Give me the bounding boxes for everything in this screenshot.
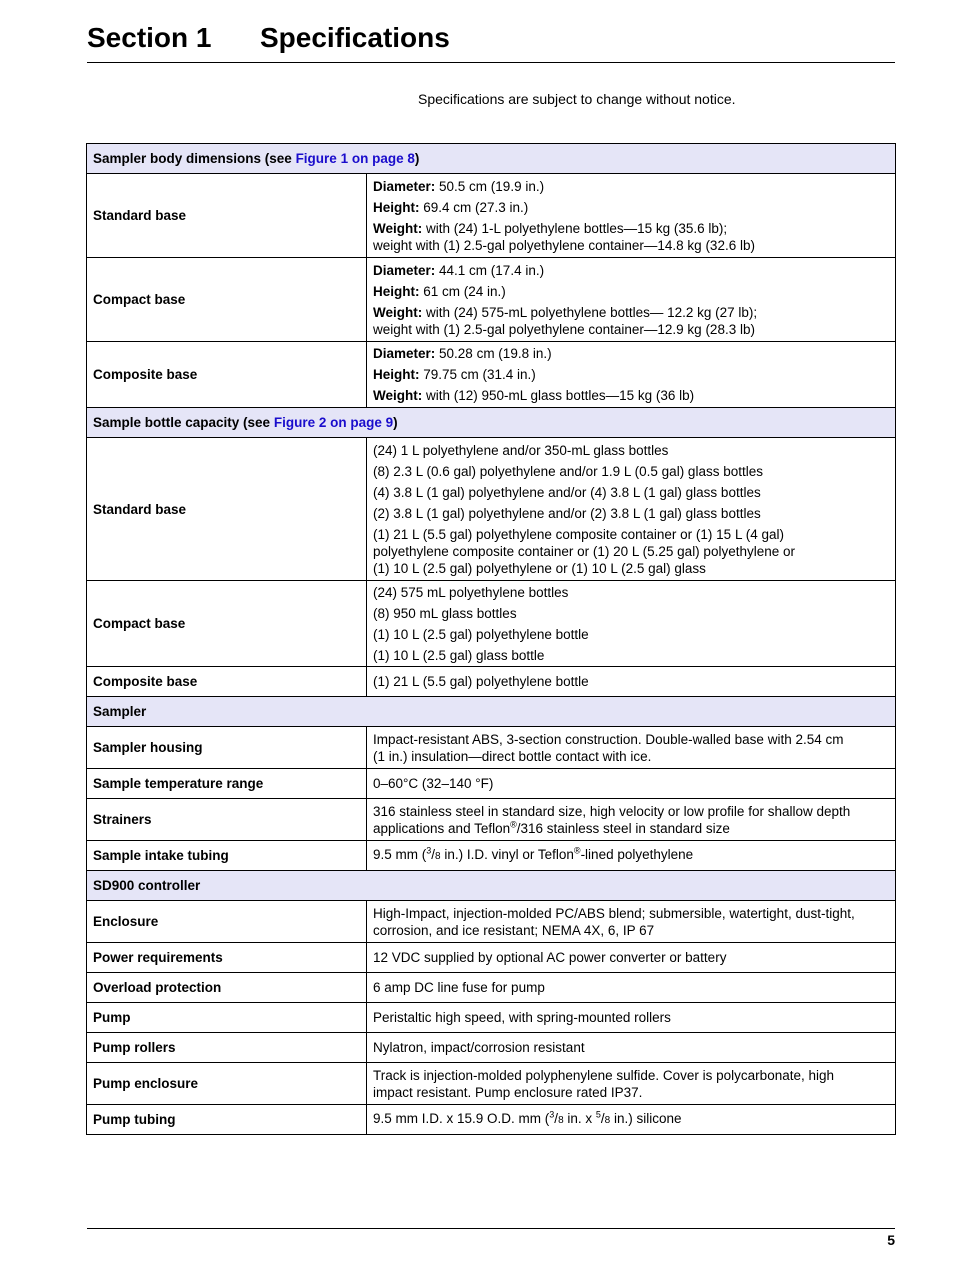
row-label: Pump enclosure [87, 1063, 367, 1105]
row-label: Pump tubing [87, 1105, 367, 1135]
table-row [87, 901, 896, 943]
group-header-sampler: Sampler [87, 697, 896, 727]
row-label: Strainers [87, 799, 367, 841]
row-value: Impact-resistant ABS, 3-section construction. Double-walled base with 2.54 cm (1 in.) insulation—direct bottle contact with ice. [367, 727, 896, 769]
table-row [87, 258, 896, 342]
row-label: Compact base [87, 581, 367, 667]
table-row [87, 342, 896, 408]
row-value: Nylatron, impact/corrosion resistant [367, 1033, 896, 1063]
row-value: 6 amp DC line fuse for pump [367, 973, 896, 1003]
row-value: Peristaltic high speed, with spring-mounted rollers [367, 1003, 896, 1033]
row-value: Diameter: 50.28 cm (19.8 in.) Height: 79.75 cm (31.4 in.) Weight: with (12) 950-mL glass bottles—15 kg (36 lb) [367, 342, 896, 408]
row-value: (24) 1 L polyethylene and/or 350-mL glass bottles (8) 2.3 L (0.6 gal) polyethylene and/or 1.9 L (0.5 gal) glass bottles (4) 3.8 L (1 gal) polyethylene and/or (4) 3.8 L (1 gal) glass bottles (2) 3.8 L (1 gal) polyethylene and/or (2) 3.8 L (1 gal) glass bottles (1) 21 L (5.5 gal) polyethylene composite container or (1) 15 L (4 gal) polyethylene composite container or (1) 20 L (5.25 gal) polyethylene or (1) 10 L (2.5 gal) polyethylene or (1) 10 L (2.5 gal) glass [367, 438, 896, 581]
row-value: Diameter: 50.5 cm (19.9 in.) Height: 69.4 cm (27.3 in.) Weight: with (24) 1-L polyethylene bottles—15 kg (35.6 lb); weight with (1) 2.5-gal polyethylene container—14.8 kg (32.6 lb) [367, 174, 896, 258]
section-title: Specifications [260, 22, 450, 53]
table-row [87, 1003, 896, 1033]
row-value: High-Impact, injection-molded PC/ABS blend; submersible, watertight, dust-tight, corrosion, and ice resistant; NEMA 4X, 6, IP 67 [367, 901, 896, 943]
row-label: Compact base [87, 258, 367, 342]
row-label: Power requirements [87, 943, 367, 973]
row-label: Enclosure [87, 901, 367, 943]
group-header-body-dimensions: Sampler body dimensions (see Figure 1 on page 8) [87, 144, 896, 174]
table-row [87, 973, 896, 1003]
row-label: Sample intake tubing [87, 841, 367, 871]
row-value: (24) 575 mL polyethylene bottles (8) 950 mL glass bottles (1) 10 L (2.5 gal) polyethylene bottle (1) 10 L (2.5 gal) glass bottle [367, 581, 896, 667]
row-label: Composite base [87, 667, 367, 697]
row-value: Track is injection-molded polyphenylene sulfide. Cover is polycarbonate, high impact resistant. Pump enclosure rated IP37. [367, 1063, 896, 1105]
row-label: Sampler housing [87, 727, 367, 769]
table-row [87, 943, 896, 973]
row-label: Pump rollers [87, 1033, 367, 1063]
table-row [87, 727, 896, 769]
table-row [87, 667, 896, 697]
table-row [87, 581, 896, 667]
row-value: (1) 21 L (5.5 gal) polyethylene bottle [367, 667, 896, 697]
figure-1-link[interactable]: Figure 1 on page 8 [295, 151, 415, 166]
table-row [87, 1105, 896, 1135]
row-label: Sample temperature range [87, 769, 367, 799]
table-row [87, 1063, 896, 1105]
specifications-table [86, 143, 896, 1135]
row-label: Overload protection [87, 973, 367, 1003]
row-value: 0–60°C (32–140 °F) [367, 769, 896, 799]
row-value: 9.5 mm I.D. x 15.9 O.D. mm ($^3$/8 in. x $^5$/8 in.) silicone [367, 1105, 896, 1135]
group-header-bottle-capacity: Sample bottle capacity (see Figure 2 on page 9) [87, 408, 896, 438]
table-row [87, 799, 896, 841]
row-value: Diameter: 44.1 cm (17.4 in.) Height: 61 cm (24 in.) Weight: with (24) 575-mL polyethylene bottles— 12.2 kg (27 lb); weight with (1) 2.5-gal polyethylene container—12.9 kg (28.3 lb) [367, 258, 896, 342]
table-row [87, 1033, 896, 1063]
row-label: Standard base [87, 438, 367, 581]
section-header [87, 18, 895, 63]
table-row [87, 438, 896, 581]
row-value: 316 stainless steel in standard size, high velocity or low profile for shallow depth applications and Teflon®/316 stainless steel in standard size [367, 799, 896, 841]
row-value: 12 VDC supplied by optional AC power converter or battery [367, 943, 896, 973]
page-footer [87, 1228, 895, 1248]
row-label: Pump [87, 1003, 367, 1033]
table-row [87, 769, 896, 799]
group-header-controller: SD900 controller [87, 871, 896, 901]
section-number: Section 1 [87, 22, 212, 53]
row-label: Composite base [87, 342, 367, 408]
row-label: Standard base [87, 174, 367, 258]
table-row [87, 841, 896, 871]
table-row [87, 174, 896, 258]
change-notice: Specifications are subject to change without notice. [418, 91, 736, 107]
page-number: 5 [887, 1232, 895, 1248]
figure-2-link[interactable]: Figure 2 on page 9 [273, 415, 394, 430]
row-value: 9.5 mm ($^3$/8 in.) I.D. vinyl or Teflon®-lined polyethylene [367, 841, 896, 871]
